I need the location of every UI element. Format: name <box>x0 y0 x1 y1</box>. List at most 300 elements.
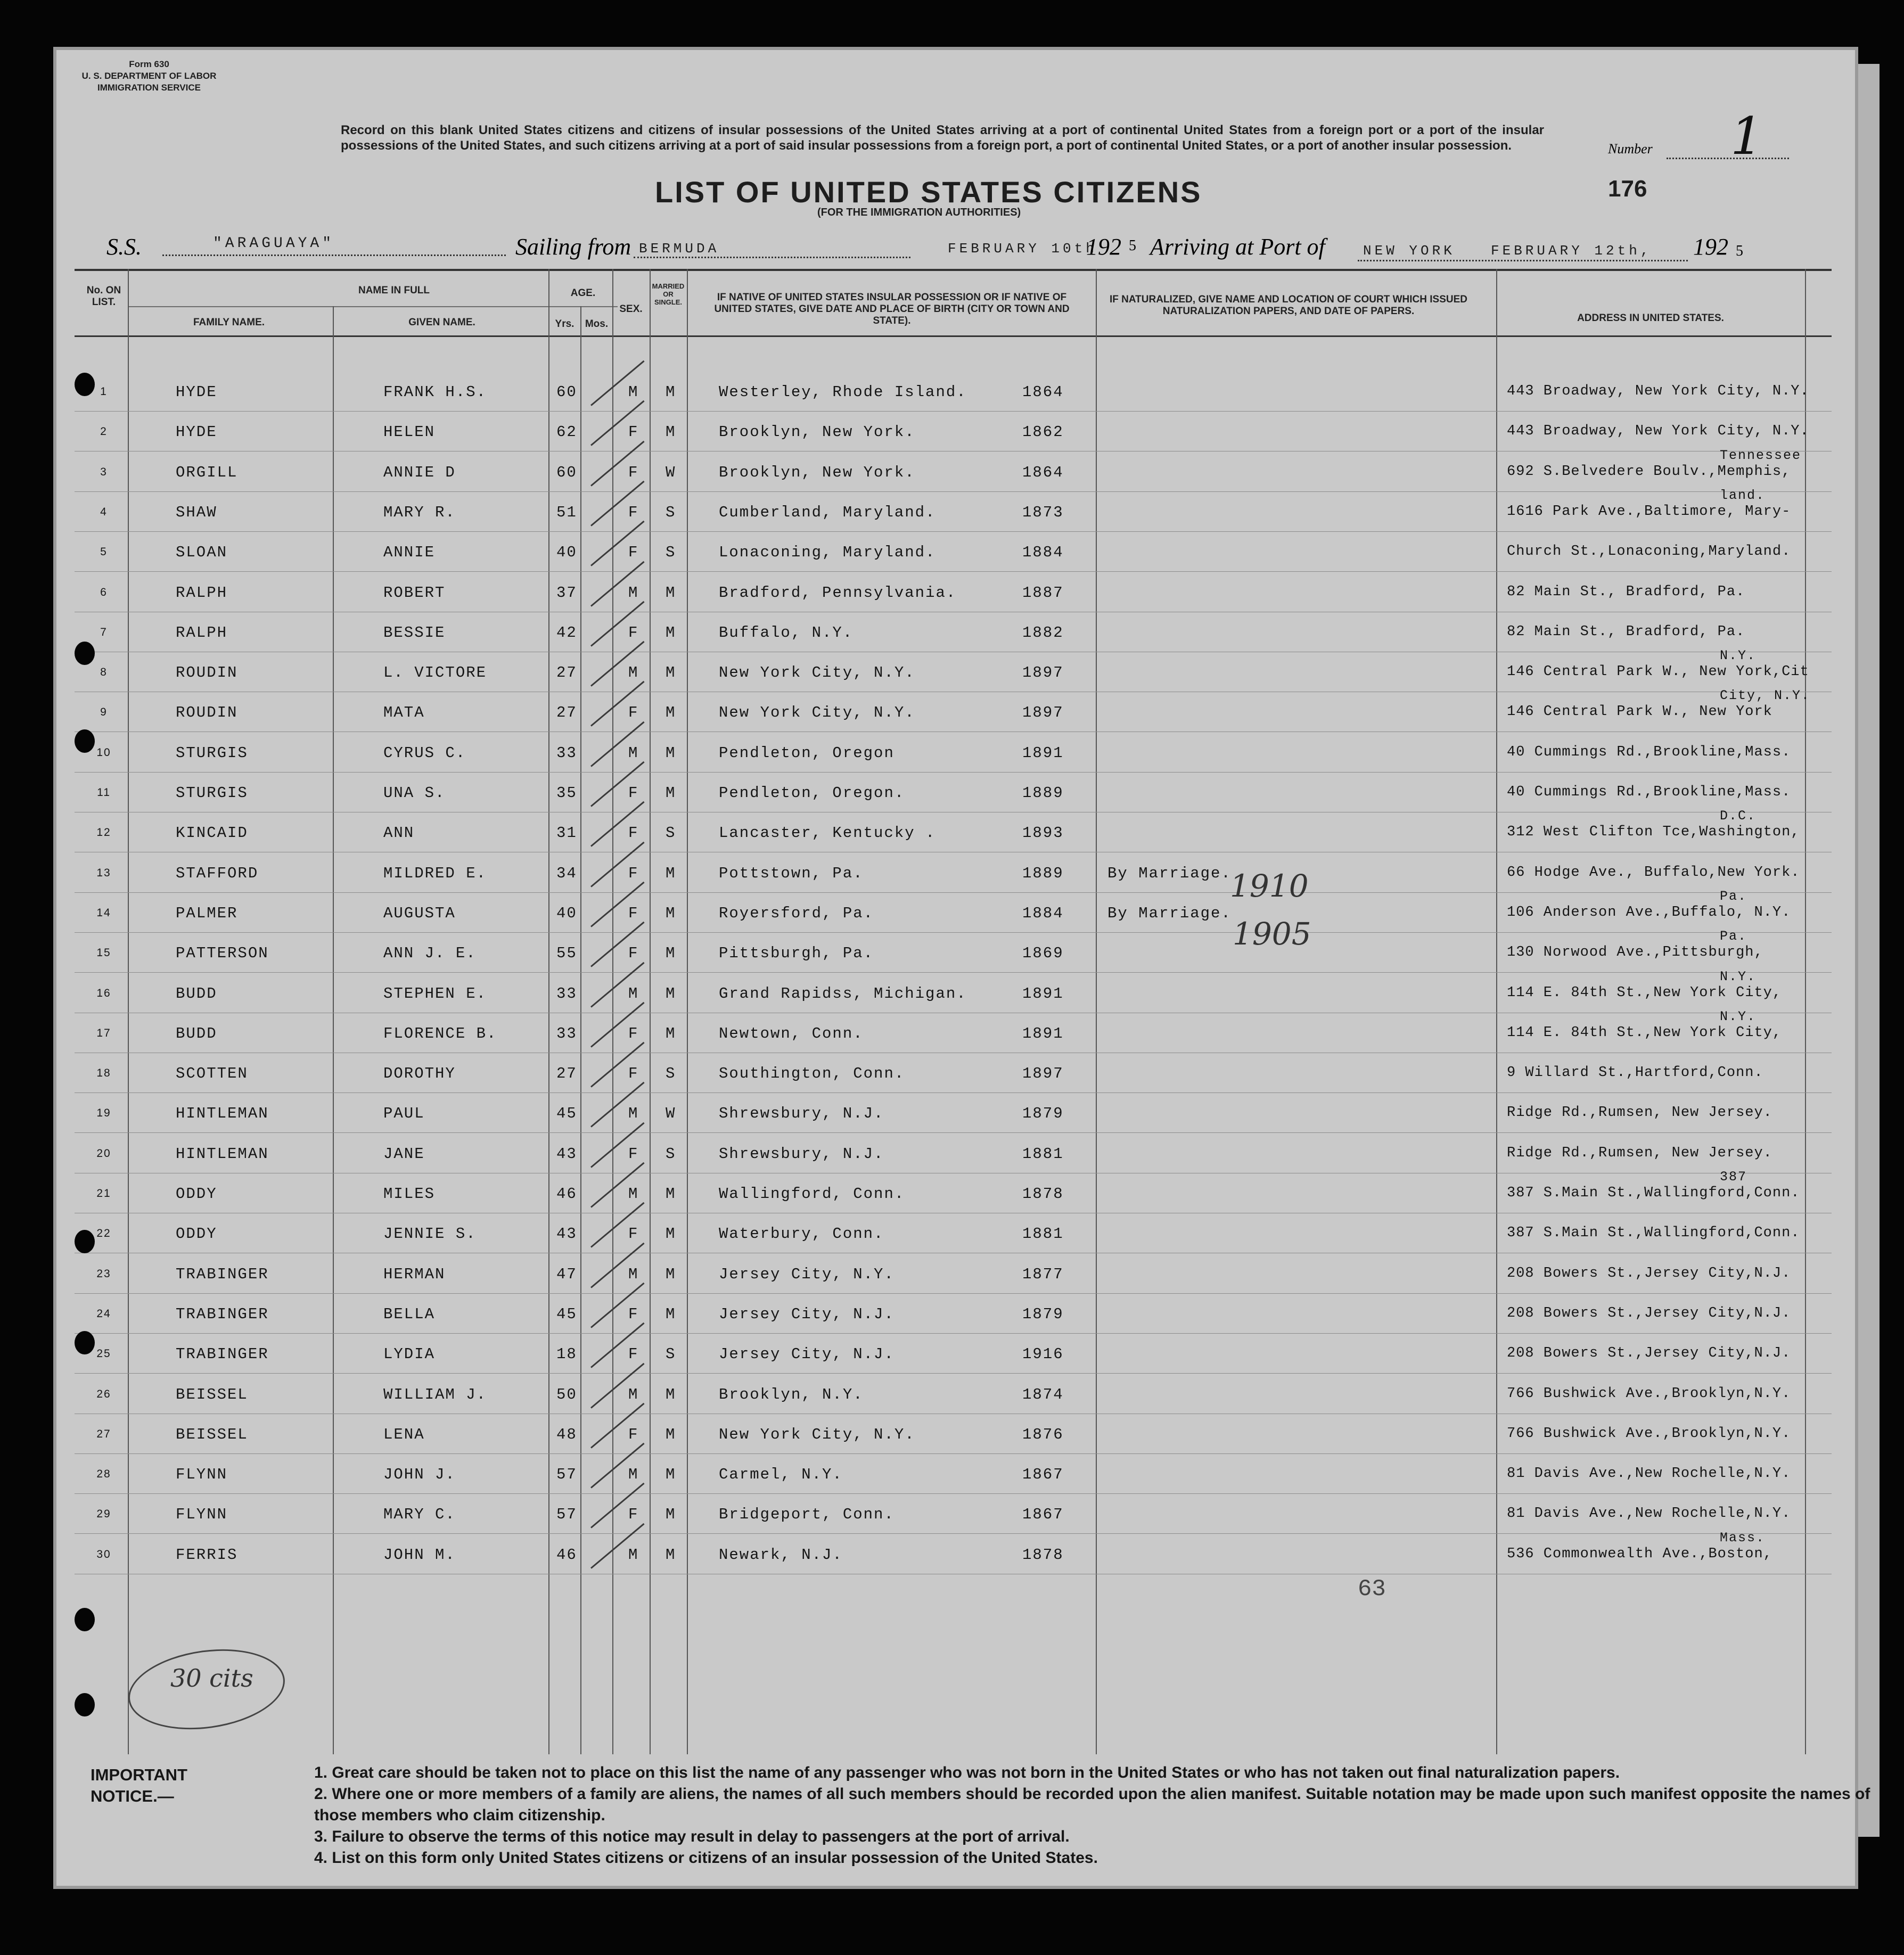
age: 57 <box>556 1506 577 1523</box>
age: 40 <box>556 544 577 561</box>
birth-year: 1897 <box>1022 704 1064 721</box>
given-name: MILDRED E. <box>383 865 487 882</box>
family-name: HYDE <box>176 383 217 401</box>
address-continuation: City, N.Y. <box>1720 688 1811 703</box>
family-name: BEISSEL <box>176 1386 248 1403</box>
birth-year: 1874 <box>1022 1386 1064 1403</box>
given-name: FLORENCE B. <box>383 1025 497 1042</box>
family-name: HINTLEMAN <box>176 1145 269 1163</box>
given-name: UNA S. <box>383 784 446 802</box>
record-instructions: Record on this blank United States citizens and citizens of insular possessions of the United States arriving at a port of continental United States from a foreign port or a port of the insular possessions of the United States, and such citizens arriving at a port of said insular possessions from a foreign port, a port of continental United States, or a port of another insular possession. <box>341 123 1544 153</box>
number-label: Number <box>1608 141 1653 157</box>
sex: F <box>628 1305 639 1323</box>
row-number: 23 <box>96 1268 111 1280</box>
sex: F <box>628 1145 639 1163</box>
table-row <box>0 376 1904 416</box>
sex: F <box>628 1065 639 1082</box>
table-row <box>0 416 1904 456</box>
given-name: BESSIE <box>383 624 446 642</box>
sex: M <box>628 584 639 602</box>
table-row <box>0 889 1904 937</box>
table-row <box>0 1057 1904 1097</box>
family-name: STURGIS <box>176 744 248 762</box>
birth-year: 1862 <box>1022 423 1064 441</box>
row-number: 8 <box>100 666 108 678</box>
ss-label: S.S. <box>106 234 142 260</box>
age: 40 <box>556 905 577 922</box>
family-name: BEISSEL <box>176 1426 248 1443</box>
arrival-year-prefix: 192 <box>1693 234 1728 260</box>
address: 312 West Clifton Tce,Washington, <box>1507 824 1800 840</box>
form-number: Form 630 <box>129 59 169 69</box>
sex: F <box>628 944 639 962</box>
given-name: MARY R. <box>383 504 456 521</box>
family-name: SLOAN <box>176 544 228 561</box>
given-name: CYRUS C. <box>383 744 466 762</box>
row-number: 26 <box>96 1388 111 1400</box>
age: 48 <box>556 1426 577 1443</box>
age: 45 <box>556 1105 577 1122</box>
address: 9 Willard St.,Hartford,Conn. <box>1507 1065 1763 1081</box>
header-married: MARRIED OR SINGLE. <box>652 282 685 306</box>
address-continuation: N.Y. <box>1720 648 1757 663</box>
address-continuation: D.C. <box>1720 808 1757 824</box>
marital-status: W <box>666 464 676 481</box>
address: 130 Norwood Ave.,Pittsburgh, <box>1507 944 1763 960</box>
birth-place: Brooklyn, New York. <box>719 464 915 481</box>
birth-place: Pottstown, Pa. <box>719 865 864 882</box>
given-name: FRANK H.S. <box>383 383 487 401</box>
birth-place: Newtown, Conn. <box>719 1025 864 1042</box>
birth-year: 1881 <box>1022 1145 1064 1163</box>
birth-place: Pendleton, Oregon. <box>719 784 905 802</box>
family-name: RALPH <box>176 624 228 642</box>
family-name: RALPH <box>176 584 228 602</box>
age: 46 <box>556 1546 577 1564</box>
marital-status: M <box>666 624 676 642</box>
marital-status: M <box>666 584 676 602</box>
marital-status: S <box>666 1065 676 1082</box>
table-row <box>0 1169 1904 1218</box>
row-number: 24 <box>96 1308 111 1320</box>
sex: M <box>628 1105 639 1122</box>
table-top-rule <box>75 269 1832 271</box>
birth-place: Lancaster, Kentucky . <box>719 824 936 842</box>
header-family-name: FAMILY NAME. <box>193 317 265 328</box>
address-continuation: 387 <box>1720 1169 1747 1185</box>
address-continuation: Mass. <box>1720 1530 1766 1546</box>
arrival-date: FEBRUARY 12th, <box>1491 243 1652 259</box>
table-row <box>0 1378 1904 1418</box>
row-number: 9 <box>100 706 108 718</box>
marital-status: M <box>666 664 676 681</box>
punch-hole <box>75 729 95 753</box>
age: 37 <box>556 584 577 602</box>
age-subhead-rule <box>548 306 618 307</box>
notice-items <box>314 1762 1890 1869</box>
row-rule <box>75 1132 1832 1133</box>
row-number: 5 <box>100 546 108 558</box>
address: 114 E. 84th St.,New York City, <box>1507 1025 1782 1041</box>
row-number: 3 <box>100 466 108 478</box>
address: 208 Bowers St.,Jersey City,N.J. <box>1507 1266 1791 1282</box>
header-address: ADDRESS IN UNITED STATES. <box>1577 313 1724 324</box>
marital-status: M <box>666 944 676 962</box>
marital-status: S <box>666 824 676 842</box>
birth-place: Wallingford, Conn. <box>719 1185 905 1203</box>
row-number: 21 <box>96 1187 111 1200</box>
table-row <box>0 617 1904 656</box>
address: 766 Bushwick Ave.,Brooklyn,N.Y. <box>1507 1386 1791 1402</box>
row-rule <box>75 531 1832 532</box>
given-name: MATA <box>383 704 425 721</box>
notice-item-1: 1. Great care should be taken not to place on this list the name of any passenger who was not born in the United States or who has not taken out final naturalization papers. <box>314 1764 1620 1781</box>
sex: F <box>628 504 639 521</box>
row-rule <box>75 1293 1832 1294</box>
table-row <box>0 857 1904 897</box>
sex: F <box>628 624 639 642</box>
birth-year: 1889 <box>1022 784 1064 802</box>
age: 57 <box>556 1466 577 1483</box>
address: 146 Central Park W., New York,Cit <box>1507 664 1809 680</box>
table-row <box>0 688 1904 736</box>
arrival-port: NEW YORK <box>1363 243 1455 259</box>
row-number: 17 <box>96 1027 111 1039</box>
given-name: ANN J. E. <box>383 944 477 962</box>
address: 106 Anderson Ave.,Buffalo, N.Y. <box>1507 905 1791 921</box>
birth-year: 1889 <box>1022 865 1064 882</box>
birth-year: 1887 <box>1022 584 1064 602</box>
address: 387 S.Main St.,Wallingford,Conn. <box>1507 1185 1800 1201</box>
table-row <box>0 488 1904 536</box>
naturalization: By Marriage. <box>1107 865 1232 882</box>
number-line <box>1667 158 1789 159</box>
family-name: FLYNN <box>176 1466 228 1483</box>
sex: M <box>628 985 639 1003</box>
age: 60 <box>556 383 577 401</box>
row-number: 13 <box>96 867 111 879</box>
marital-status: M <box>666 1025 676 1042</box>
address: Ridge Rd.,Rumsen, New Jersey. <box>1507 1105 1772 1121</box>
given-name: JANE <box>383 1145 425 1163</box>
arriving-label: Arriving at Port of <box>1150 234 1325 260</box>
family-name: ROUDIN <box>176 664 238 681</box>
punch-hole <box>75 1230 95 1253</box>
birth-year: 1884 <box>1022 905 1064 922</box>
naturalization: By Marriage. <box>1107 905 1232 922</box>
table-row <box>0 1218 1904 1258</box>
sex: F <box>628 824 639 842</box>
birth-place: Pendleton, Oregon <box>719 744 894 762</box>
given-name: MILES <box>383 1185 436 1203</box>
birth-year: 1891 <box>1022 1025 1064 1042</box>
header-naturalized: IF NATURALIZED, GIVE NAME AND LOCATION OF COURT WHICH ISSUED NATURALIZATION PAPERS, AND DATE OF PAPERS. <box>1109 294 1467 317</box>
family-name: SHAW <box>176 504 217 521</box>
age: 55 <box>556 944 577 962</box>
row-rule <box>75 932 1832 933</box>
marital-status: S <box>666 1145 676 1163</box>
address-continuation: land. <box>1720 488 1766 503</box>
address: 766 Bushwick Ave.,Brooklyn,N.Y. <box>1507 1426 1791 1442</box>
row-number: 22 <box>96 1227 111 1239</box>
address: Church St.,Lonaconing,Maryland. <box>1507 544 1791 560</box>
birth-year: 1881 <box>1022 1225 1064 1243</box>
address: 40 Cummings Rd.,Brookline,Mass. <box>1507 744 1791 760</box>
given-name: AUGUSTA <box>383 905 456 922</box>
row-rule <box>75 1493 1832 1494</box>
sex: F <box>628 464 639 481</box>
birth-place: Newark, N.J. <box>719 1546 843 1564</box>
sail-year-prefix: 192 <box>1086 234 1121 260</box>
table-row <box>0 1298 1904 1338</box>
row-rule <box>75 1373 1832 1374</box>
birth-place: Bridgeport, Conn. <box>719 1506 894 1523</box>
header-name-in-full: NAME IN FULL <box>358 285 430 296</box>
age: 45 <box>556 1305 577 1323</box>
page-total: 63 <box>1358 1576 1386 1603</box>
family-name: TRABINGER <box>176 1305 269 1323</box>
marital-status: M <box>666 985 676 1003</box>
given-name: ANNIE D <box>383 464 456 481</box>
given-name: JOHN M. <box>383 1546 456 1564</box>
birth-year: 1877 <box>1022 1266 1064 1283</box>
age: 42 <box>556 624 577 642</box>
sex: M <box>628 1266 639 1283</box>
address: 208 Bowers St.,Jersey City,N.J. <box>1507 1305 1791 1321</box>
given-name: MARY C. <box>383 1506 456 1523</box>
ship-line <box>162 254 506 256</box>
age: 43 <box>556 1225 577 1243</box>
age: 60 <box>556 464 577 481</box>
age: 33 <box>556 985 577 1003</box>
row-number: 20 <box>96 1147 111 1160</box>
address: 443 Broadway, New York City, N.Y. <box>1507 423 1809 439</box>
family-name: TRABINGER <box>176 1345 269 1363</box>
birth-place: Jersey City, N.J. <box>719 1345 894 1363</box>
marital-status: M <box>666 383 676 401</box>
address-continuation: Tennessee <box>1720 448 1802 463</box>
marital-status: M <box>666 423 676 441</box>
header-bottom-rule <box>75 335 1832 337</box>
table-row <box>0 1418 1904 1458</box>
sex: F <box>628 784 639 802</box>
given-name: WILLIAM J. <box>383 1386 487 1403</box>
sailing-line <box>634 257 910 258</box>
birth-year: 1879 <box>1022 1105 1064 1122</box>
given-name: DOROTHY <box>383 1065 456 1082</box>
row-number: 29 <box>96 1508 111 1520</box>
address-continuation: N.Y. <box>1720 969 1757 984</box>
punch-hole <box>75 1331 95 1354</box>
table-row <box>0 969 1904 1017</box>
marital-status: W <box>666 1105 676 1122</box>
row-number: 15 <box>96 947 111 959</box>
given-name: HERMAN <box>383 1266 446 1283</box>
row-number: 6 <box>100 586 108 598</box>
age: 62 <box>556 423 577 441</box>
row-rule <box>75 1533 1832 1534</box>
age: 31 <box>556 824 577 842</box>
age: 34 <box>556 865 577 882</box>
row-number: 18 <box>96 1067 111 1079</box>
marital-status: S <box>666 544 676 561</box>
notice-item-2: 2. Where one or more members of a family are aliens, the names of all such members should be recorded upon the alien manifest. Suitable notation may be made upon such manifest opposite the names of those members who claim citizenship. <box>314 1785 1870 1824</box>
birth-year: 1876 <box>1022 1426 1064 1443</box>
given-name: L. VICTORE <box>383 664 487 681</box>
row-number: 16 <box>96 987 111 999</box>
table-row <box>0 1009 1904 1057</box>
row-rule <box>75 1453 1832 1454</box>
birth-place: New York City, N.Y. <box>719 664 915 681</box>
address: 208 Bowers St.,Jersey City,N.J. <box>1507 1345 1791 1361</box>
age: 27 <box>556 704 577 721</box>
family-name: ODDY <box>176 1185 217 1203</box>
birth-year: 1869 <box>1022 944 1064 962</box>
birth-year: 1897 <box>1022 664 1064 681</box>
address: 82 Main St., Bradford, Pa. <box>1507 584 1745 600</box>
age: 33 <box>556 744 577 762</box>
family-name: FERRIS <box>176 1546 238 1564</box>
address: 40 Cummings Rd.,Brookline,Mass. <box>1507 784 1791 800</box>
marital-status: M <box>666 905 676 922</box>
birth-year: 1882 <box>1022 624 1064 642</box>
address: 66 Hodge Ave., Buffalo,New York. <box>1507 865 1800 881</box>
age: 46 <box>556 1185 577 1203</box>
sex: F <box>628 1025 639 1042</box>
given-name: ANNIE <box>383 544 436 561</box>
age: 43 <box>556 1145 577 1163</box>
table-row <box>0 448 1904 496</box>
name-subhead-rule <box>128 306 570 307</box>
sex: M <box>628 1546 639 1564</box>
given-name: ANN <box>383 824 415 842</box>
address: 114 E. 84th St.,New York City, <box>1507 985 1782 1001</box>
table-row <box>0 1258 1904 1298</box>
birth-place: Lonaconing, Maryland. <box>719 544 936 561</box>
row-number: 25 <box>96 1348 111 1360</box>
given-name: HELEN <box>383 423 436 441</box>
given-name: LENA <box>383 1426 425 1443</box>
given-name: BELLA <box>383 1305 436 1323</box>
department: U. S. DEPARTMENT OF LABOR <box>81 71 217 81</box>
birth-place: Shrewsbury, N.J. <box>719 1145 884 1163</box>
row-rule <box>75 972 1832 973</box>
family-name: PALMER <box>176 905 238 922</box>
birth-place: Shrewsbury, N.J. <box>719 1105 884 1122</box>
table-row <box>0 1097 1904 1137</box>
marital-status: S <box>666 504 676 521</box>
birth-place: Bradford, Pennsylvania. <box>719 584 957 602</box>
birth-year: 1893 <box>1022 824 1064 842</box>
punch-hole <box>75 1608 95 1631</box>
circled-note: 30 cits <box>170 1664 253 1693</box>
age: 51 <box>556 504 577 521</box>
header-age: AGE. <box>570 288 596 299</box>
given-name: JOHN J. <box>383 1466 456 1483</box>
address: 536 Commonwealth Ave.,Boston, <box>1507 1546 1772 1562</box>
birth-place: Grand Rapidss, Michigan. <box>719 985 967 1003</box>
birth-place: New York City, N.Y. <box>719 704 915 721</box>
birth-year: 1867 <box>1022 1506 1064 1523</box>
family-name: SCOTTEN <box>176 1065 248 1082</box>
table-row <box>0 1338 1904 1378</box>
row-number: 7 <box>100 626 108 638</box>
header-sex: SEX. <box>619 303 643 315</box>
marital-status: M <box>666 1466 676 1483</box>
row-number: 27 <box>96 1428 111 1440</box>
row-rule <box>75 772 1832 773</box>
sex: F <box>628 1345 639 1363</box>
sex: F <box>628 704 639 721</box>
notice-item-3: 3. Failure to observe the terms of this notice may result in delay to passengers at the port of arrival. <box>314 1828 1070 1845</box>
table-row <box>0 777 1904 817</box>
row-number: 19 <box>96 1107 111 1119</box>
header-yrs: Yrs. <box>555 318 575 330</box>
sex: M <box>628 383 639 401</box>
punch-hole <box>75 1693 95 1716</box>
address: 82 Main St., Bradford, Pa. <box>1507 624 1745 640</box>
row-rule <box>75 411 1832 412</box>
marital-status: M <box>666 784 676 802</box>
birth-place: Cumberland, Maryland. <box>719 504 936 521</box>
row-number: 30 <box>96 1548 111 1560</box>
row-number: 2 <box>100 425 108 438</box>
marital-status: S <box>666 1345 676 1363</box>
age: 27 <box>556 1065 577 1082</box>
birth-place: Jersey City, N.J. <box>719 1305 894 1323</box>
marital-status: M <box>666 1426 676 1443</box>
arrival-line <box>1358 260 1688 261</box>
marital-status: M <box>666 1305 676 1323</box>
header-birth: IF NATIVE OF UNITED STATES INSULAR POSSESSION OR IF NATIVE OF UNITED STATES, GIVE DATE AND PLACE OF BIRTH (CITY OR TOWN AND STATE). <box>714 292 1070 326</box>
address-continuation: N.Y. <box>1720 1009 1757 1024</box>
sailing-label: Sailing from <box>515 234 631 260</box>
table-row <box>0 1498 1904 1538</box>
address-continuation: Pa. <box>1720 889 1747 904</box>
family-name: STURGIS <box>176 784 248 802</box>
arrival-year-digit: 5 <box>1736 243 1743 259</box>
family-name: STAFFORD <box>176 865 259 882</box>
family-name: BUDD <box>176 1025 217 1042</box>
marital-status: M <box>666 1266 676 1283</box>
row-rule <box>75 1092 1832 1093</box>
table-row <box>0 737 1904 777</box>
given-name: ROBERT <box>383 584 446 602</box>
birth-place: Pittsburgh, Pa. <box>719 944 874 962</box>
row-rule <box>75 571 1832 572</box>
birth-place: Southington, Conn. <box>719 1065 905 1082</box>
page-subtitle: (FOR THE IMMIGRATION AUTHORITIES) <box>817 207 1021 218</box>
birth-year: 1916 <box>1022 1345 1064 1363</box>
birth-place: Brooklyn, New York. <box>719 423 915 441</box>
birth-year: 1897 <box>1022 1065 1064 1082</box>
marital-status: M <box>666 1386 676 1403</box>
birth-year: 1884 <box>1022 544 1064 561</box>
birth-year: 1864 <box>1022 464 1064 481</box>
sex: M <box>628 1185 639 1203</box>
birth-year: 1891 <box>1022 985 1064 1003</box>
age: 50 <box>556 1386 577 1403</box>
given-name: JENNIE S. <box>383 1225 477 1243</box>
address-continuation: Pa. <box>1720 929 1747 944</box>
table-row <box>0 808 1904 857</box>
birth-place: Jersey City, N.Y. <box>719 1266 894 1283</box>
family-name: HINTLEMAN <box>176 1105 269 1122</box>
page-title: LIST OF UNITED STATES CITIZENS <box>655 175 1202 209</box>
row-number: 28 <box>96 1468 111 1480</box>
family-name: PATTERSON <box>176 944 269 962</box>
address: 81 Davis Ave.,New Rochelle,N.Y. <box>1507 1466 1791 1482</box>
